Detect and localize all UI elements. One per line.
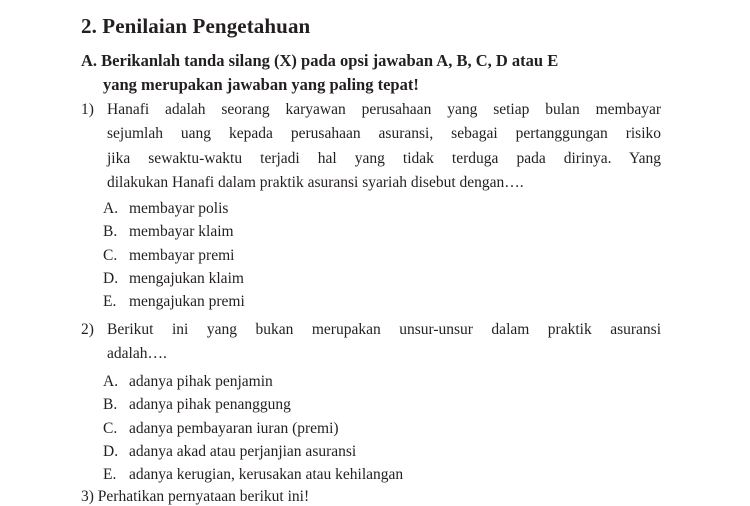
option-letter: C. [103,246,118,264]
option-text: mengajukan klaim [129,269,244,287]
option-letter: A. [103,200,119,217]
answer-option-b[interactable] [103,393,403,416]
option-letter: D. [103,269,119,287]
question-text [107,98,661,195]
option-letter: C. [103,419,118,437]
answer-option-b[interactable] [103,220,245,243]
next-question-cutoff: 3) Perhatikan pernyataan berikut ini! [81,488,310,505]
instruction [81,49,661,97]
question-text [107,318,661,367]
question-2 [81,318,661,367]
option-letter: D. [103,442,119,460]
answer-option-e[interactable] [103,463,403,486]
answer-option-c[interactable] [103,417,403,440]
option-letter: B. [103,396,118,414]
instruction-line-1: A. Berikanlah tanda silang (X) pada opsi jawaban A, B, C, D atau E [81,51,559,70]
question-1 [81,98,661,195]
answer-option-a[interactable] [103,370,403,393]
option-text: mengajukan premi [129,293,245,311]
option-letter: E. [103,466,117,484]
question-text-line: adalah…. [107,345,167,363]
answer-option-d[interactable] [103,267,245,290]
answer-option-d[interactable] [103,440,403,463]
instruction-line-2: yang merupakan jawaban yang paling tepat! [103,75,419,94]
answer-option-a[interactable] [103,197,245,220]
option-text: membayar klaim [129,223,234,241]
option-text: adanya akad atau perjanjian asuransi [129,442,357,460]
option-text: adanya kerugian, kerusakan atau kehilangan [129,466,404,484]
question-2-options [103,370,403,486]
question-number: 2) [81,321,94,338]
answer-option-e[interactable] [103,290,245,313]
question-number: 1) [81,101,94,118]
question-text-line: Berikut ini yang bukan merupakan unsur-unsur dalam praktik asuransi [107,321,661,338]
option-letter: E. [103,293,117,311]
option-text: membayar premi [129,246,235,264]
section-title: 2. Penilaian Pengetahuan [81,14,311,38]
question-text-line: dilakukan Hanafi dalam praktik asuransi syariah disebut dengan…. [107,173,524,191]
question-text-line: Hanafi adalah seorang karyawan perusahaan yang setiap bulan membayar [107,101,661,118]
question-1-options [103,197,245,313]
option-text: adanya pihak penjamin [129,373,273,390]
question-text-line: jika sewaktu-waktu terjadi hal yang tidak terduga pada dirinya. Yang [107,149,661,167]
option-letter: A. [103,373,119,390]
option-text: membayar polis [129,200,229,217]
option-text: adanya pembayaran iuran (premi) [129,419,339,437]
answer-option-c[interactable] [103,244,245,267]
question-text-line: sejumlah uang kepada perusahaan asuransi, sebagai pertanggungan risiko [107,125,661,143]
option-text: adanya pihak penanggung [129,396,291,414]
option-letter: B. [103,223,118,241]
